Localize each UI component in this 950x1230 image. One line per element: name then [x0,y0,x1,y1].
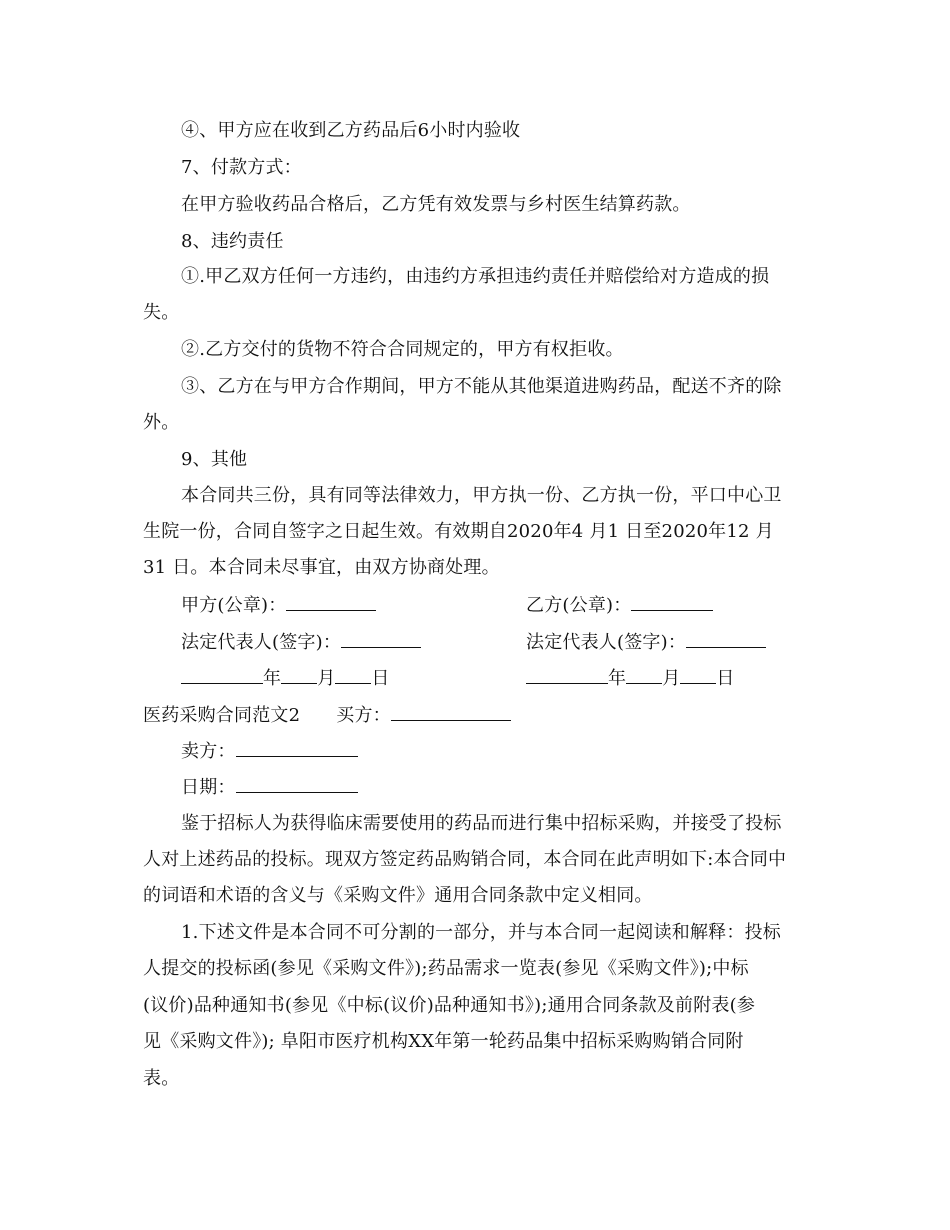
sample-2-title: 医药采购合同范文2 [143,705,301,726]
breach-clause-3-cont: 外。 [143,412,180,433]
seller-blank [236,738,358,757]
date-a-month-blank [281,665,317,684]
date-a-month: 月 [317,668,336,689]
date-label: 日期： [181,777,236,798]
date-b-day-blank [680,665,716,684]
section-8-heading: 8、违约责任 [181,231,284,252]
date-a-year: 年 [263,668,282,689]
section-9-heading: 9、其他 [181,449,248,470]
other-text-line-1: 本合同共三份，具有同等法律效力，甲方执一份、乙方执一份，平口中心卫 [181,485,782,506]
party-b-seal [526,592,713,619]
clause-4-inspection: ④、甲方应在收到乙方药品后6小时内验收 [181,120,521,141]
date-b-day: 日 [716,668,735,689]
legal-rep-b [526,629,766,656]
date-b [526,665,735,692]
payment-text: 在甲方验收药品合格后，乙方凭有效发票与乡村医生结算药款。 [181,194,691,215]
sample-2-title-line [143,702,511,729]
date-b-month: 月 [662,668,681,689]
body2-line-4: 1.下述文件是本合同不可分割的一部分，并与本合同一起阅读和解释：投标 [181,922,781,943]
legal-rep-a-blank [341,629,421,648]
date-a-year-blank [181,665,263,684]
breach-clause-3: ③、乙方在与甲方合作期间，甲方不能从其他渠道进购药品，配送不齐的除 [181,376,782,397]
breach-clause-1: ①.甲乙双方任何一方违约，由违约方承担违约责任并赔偿给对方造成的损 [181,266,770,287]
breach-clause-2: ②.乙方交付的货物不符合合同规定的，甲方有权拒收。 [181,339,624,360]
party-b-seal-blank [631,592,713,611]
section-7-heading: 7、付款方式： [181,157,302,178]
legal-rep-b-blank [686,629,766,648]
body2-line-5: 人提交的投标函(参见《采购文件》);药品需求一览表(参见《采购文件》);中标 [143,958,749,979]
seller-line [181,738,358,765]
date-line [181,774,358,801]
legal-rep-a [181,629,421,656]
party-b-seal-label: 乙方(公章)： [526,595,632,616]
buyer-label: 买方： [336,705,391,726]
body2-line-6: (议价)品种通知书(参见《中标(议价)品种通知书》);通用合同条款及前附表(参 [143,995,756,1016]
date-blank [236,774,358,793]
body2-line-3: 的词语和术语的含义与《采购文件》通用合同条款中定义相同。 [143,885,653,906]
date-b-year: 年 [608,668,627,689]
body2-line-8: 表。 [143,1068,180,1089]
date-a-day-blank [335,665,371,684]
legal-rep-a-label: 法定代表人(签字)： [181,632,342,653]
party-a-seal-label: 甲方(公章)： [181,595,287,616]
body2-line-1: 鉴于招标人为获得临床需要使用的药品而进行集中招标采购，并接受了投标 [181,813,782,834]
date-b-year-blank [526,665,608,684]
other-text-line-3: 31 日。本合同未尽事宜，由双方协商处理。 [143,557,500,578]
buyer-blank [391,702,511,721]
party-a-seal-blank [286,592,376,611]
date-a-day: 日 [371,668,390,689]
body2-line-7: 见《采购文件》); 阜阳市医疗机构XX年第一轮药品集中招标采购购销合同附 [143,1031,744,1052]
other-text-line-2: 生院一份，合同自签字之日起生效。有效期自2020年4 月1 日至2020年12 月 [143,521,774,542]
date-a [181,665,390,692]
party-a-seal [181,592,376,619]
seller-label: 卖方： [181,741,236,762]
breach-clause-1-cont: 失。 [143,302,180,323]
body2-line-2: 人对上述药品的投标。现双方签定药品购销合同，本合同在此声明如下:本合同中 [143,849,787,870]
legal-rep-b-label: 法定代表人(签字)： [526,632,687,653]
date-b-month-blank [626,665,662,684]
